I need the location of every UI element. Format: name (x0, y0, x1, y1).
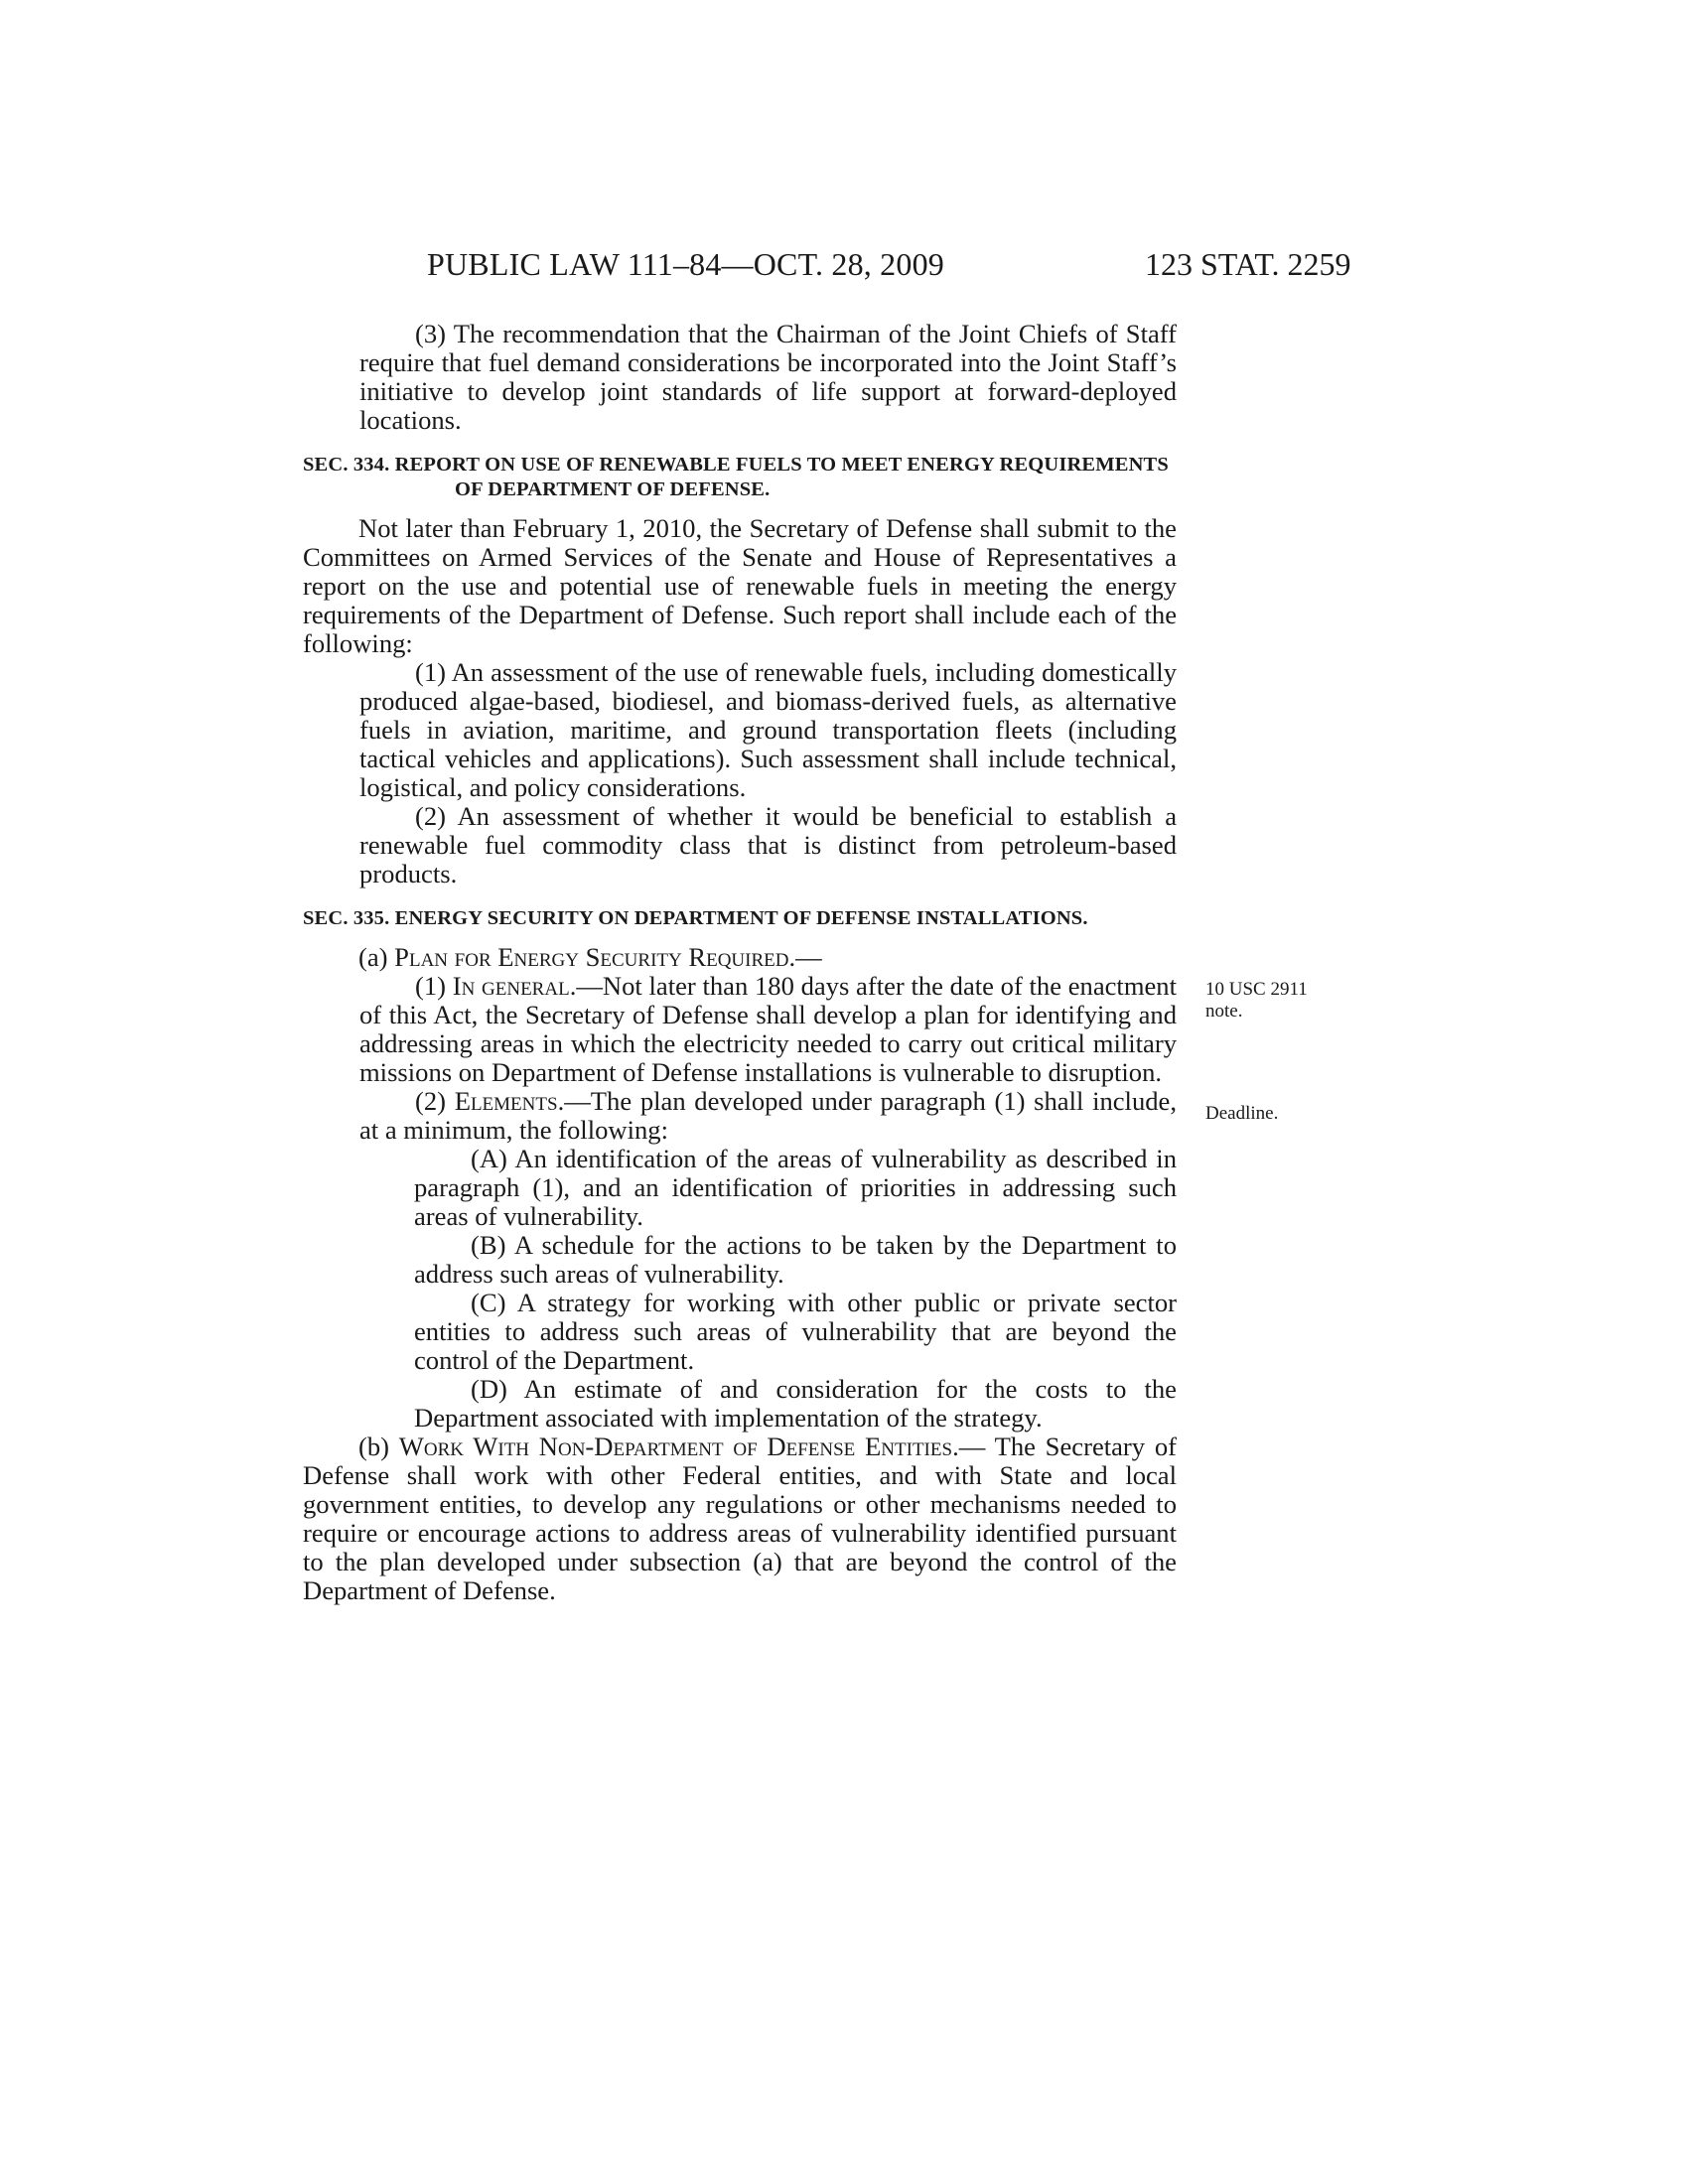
paragraph-a1-title: In general (452, 971, 570, 1001)
paragraph-a2-text: .—The plan developed under paragraph (1) shall include, at a minimum, the following: (359, 1086, 1177, 1145)
paragraph-a1 (359, 972, 1177, 1087)
margin-note-usc-line2: note. (1205, 1001, 1243, 1022)
subsection-a-heading (303, 943, 1177, 972)
statute-page-reference: 123 STAT. 2259 (1145, 246, 1351, 282)
paragraph-a1-text: .—Not later than 180 days after the date of the enactment of this Act, the Secretary of Defense shall develop a plan for identifying and addressing areas in which the electricity needed to carry out critical military missions on Department of Defense installations is vulnerable to disruption. (359, 971, 1177, 1087)
section-334-intro: Not later than February 1, 2010, the Secretary of Defense shall submit to the Committees on Armed Services of the Senate and House of Representatives a report on the use and potential use of renewable fuels in meeting the energy requirements of the Department of Defense. Such report shall include each of the following: (303, 513, 1177, 658)
subsection-a-dash: .— (788, 942, 822, 972)
subsection-b-title: Work With Non-Department of Defense Entities (398, 1432, 953, 1461)
subsection-a-number: (a) (358, 942, 388, 972)
subsection-b (303, 1433, 1177, 1605)
subsection-a-title: Plan for Energy Security Required (394, 942, 789, 972)
section-334-heading: SEC. 334. REPORT ON USE OF RENEWABLE FUELS TO MEET ENERGY REQUIREMENTS OF DEPARTMENT OF DEFENSE. (303, 454, 1169, 500)
sec333-paragraph-3: (3) The recommendation that the Chairman of the Joint Chiefs of Staff require that fuel demand considerations be incorporated into the Joint Staff’s initiative to develop joint standards of life support at forward-deployed locations. (359, 319, 1177, 435)
margin-note-deadline: Deadline. (1205, 1103, 1279, 1124)
subparagraph-B: (B) A schedule for the actions to be taken by the Department to address such areas of vulnerability. (414, 1230, 1177, 1289)
subparagraph-A: (A) An identification of the areas of vulnerability as described in paragraph (1), and an identification of priorities in addressing such areas of vulnerability. (414, 1144, 1177, 1231)
section-334-item-2: (2) An assessment of whether it would be beneficial to establish a renewable fuel commodity class that is distinct from petroleum-based products. (359, 801, 1177, 888)
paragraph-a2 (359, 1087, 1177, 1145)
section-334-item-1: (1) An assessment of the use of renewable fuels, including domestically produced algae-based, biodiesel, and biomass-derived fuels, as alternative fuels in aviation, maritime, and ground transportation fleets (including tactical vehicles and applications). Such assessment shall include technical, logistical, and policy considerations. (359, 657, 1177, 802)
subparagraph-C: (C) A strategy for working with other public or private sector entities to address such areas of vulnerability that are beyond the control of the Department. (414, 1288, 1177, 1375)
subparagraph-D: (D) An estimate of and consideration for the costs to the Department associated with implementation of the strategy. (414, 1374, 1177, 1433)
margin-note-usc-citation (1205, 979, 1308, 1023)
margin-note-usc-line1: 10 USC 2911 (1205, 979, 1308, 1000)
subsection-b-number: (b) (358, 1432, 390, 1461)
running-head: PUBLIC LAW 111–84—OCT. 28, 2009 (427, 246, 944, 282)
paragraph-a2-title: Elements (454, 1086, 558, 1116)
paragraph-a2-number: (2) (415, 1086, 447, 1116)
subsection-b-text: .— The Secretary of Defense shall work with other Federal entities, and with State and local government entities, to develop any regulations or other mechanisms needed to require or encourage actions to address areas of vulnerability identified pursuant to the plan developed under subsection (a) that are beyond the control of the Department of Defense. (303, 1432, 1177, 1605)
paragraph-a1-number: (1) (415, 971, 447, 1001)
body-text-column (303, 320, 1177, 1605)
section-335-heading: SEC. 335. ENERGY SECURITY ON DEPARTMENT OF DEFENSE INSTALLATIONS. (303, 907, 1088, 929)
